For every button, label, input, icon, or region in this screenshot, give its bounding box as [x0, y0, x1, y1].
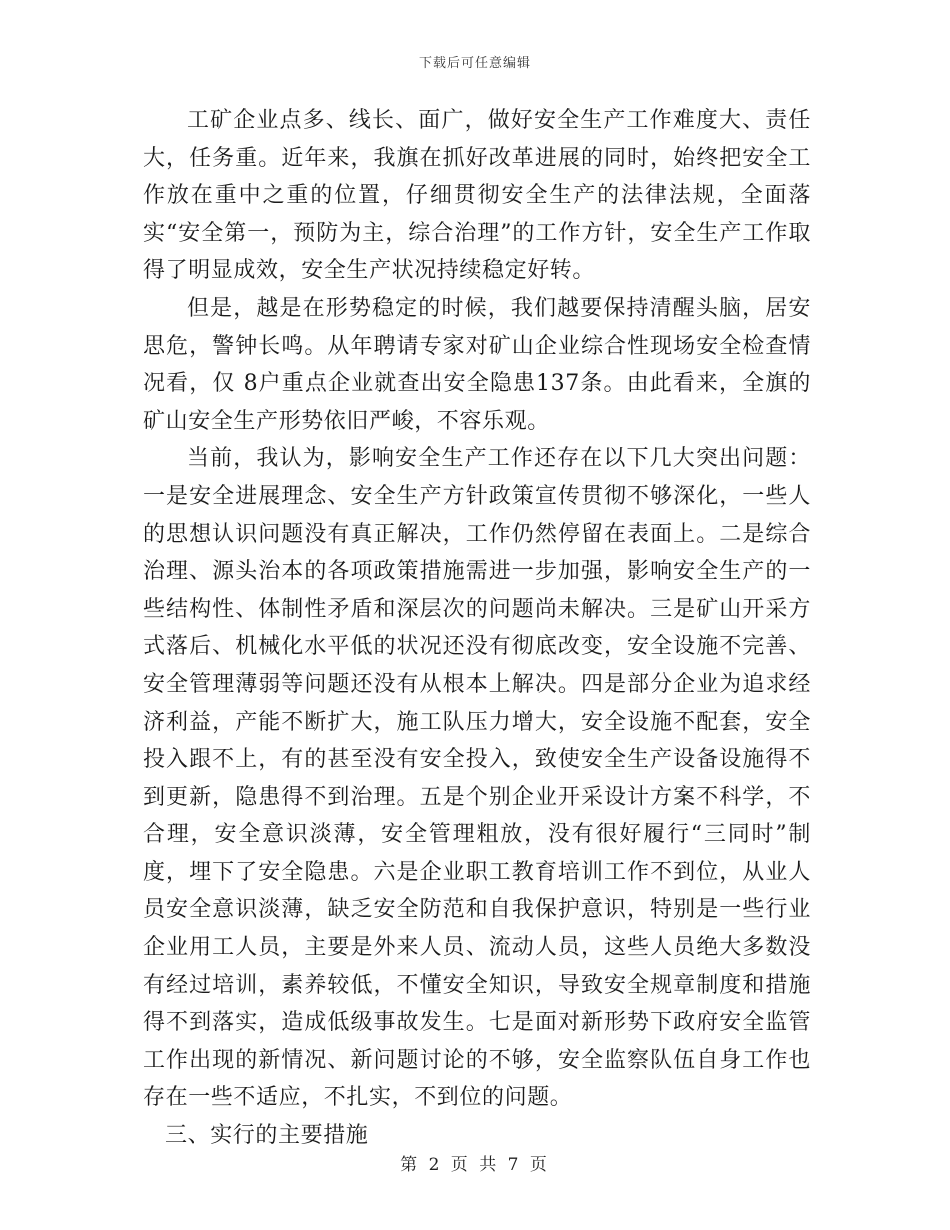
header-note: 下载后可任意编辑 [418, 56, 531, 71]
document-body [143, 102, 811, 1155]
section-heading: 三、实行的主要措施 [165, 1123, 369, 1149]
paragraph-problems: 当前，我认为，影响安全生产工作还存在以下几大突出问题：一是安全进展理念、安全生产方针政策宣传贯彻不够深化，一些人的思想认识问题没有真正解决，工作仍然停留在表面上。二是综合治理、源头治本的各项政策措施需进一步加强，影响安全生产的一些结构性、体制性矛盾和深层次的问题尚未解决。三是矿山开采方式落后、机械化水平低的状况还没有彻底改变，安全设施不完善、安全管理薄弱等问题还没有从根本上解决。四是部分企业为追求经济利益，产能不断扩大，施工队压力增大，安全设施不配套，安全投入跟不上，有的甚至没有安全投入，致使安全生产设备设施得不到更新，隐患得不到治理。五是个别企业开采设计方案不科学，不合理，安全意识淡薄，安全管理粗放，没有很好履行“三同时”制度，埋下了安全隐患。六是企业职工教育培训工作不到位，从业人员安全意识淡薄，缺乏安全防范和自我保护意识，特别是一些行业企业用工人员，主要是外来人员、流动人员，这些人员绝大多数没有经过培训，素养较低，不懂安全知识，导致安全规章制度和措施得不到落实，造成低级事故发生。七是面对新形势下政府安全监管工作出现的新情况、新问题讨论的不够，安全监察队伍自身工作也存在一些不适应，不扎实，不到位的问题。 [143, 446, 811, 1111]
paragraph-intro: 工矿企业点多、线长、面广，做好安全生产工作难度大、责任大，任务重。近年来，我旗在抓好改革进展的同时，始终把安全工作放在重中之重的位置，仔细贯彻安全生产的法律法规，全面落实“安全第一，预防为主，综合治理”的工作方针，安全生产工作取得了明显成效，安全生产状况持续稳定好转。 [143, 108, 811, 284]
page-number: 第 2 页 共 7 页 [400, 1155, 550, 1175]
paragraph-situation: 但是，越是在形势稳定的时候，我们越要保持清醒头脑，居安思危，警钟长鸣。从年聘请专家对矿山企业综合性现场安全检查情况看，仅 8户重点企业就查出安全隐患137条。由此看来，全旗的矿山安全生产形势依旧严峻，不容乐观。 [143, 295, 811, 434]
